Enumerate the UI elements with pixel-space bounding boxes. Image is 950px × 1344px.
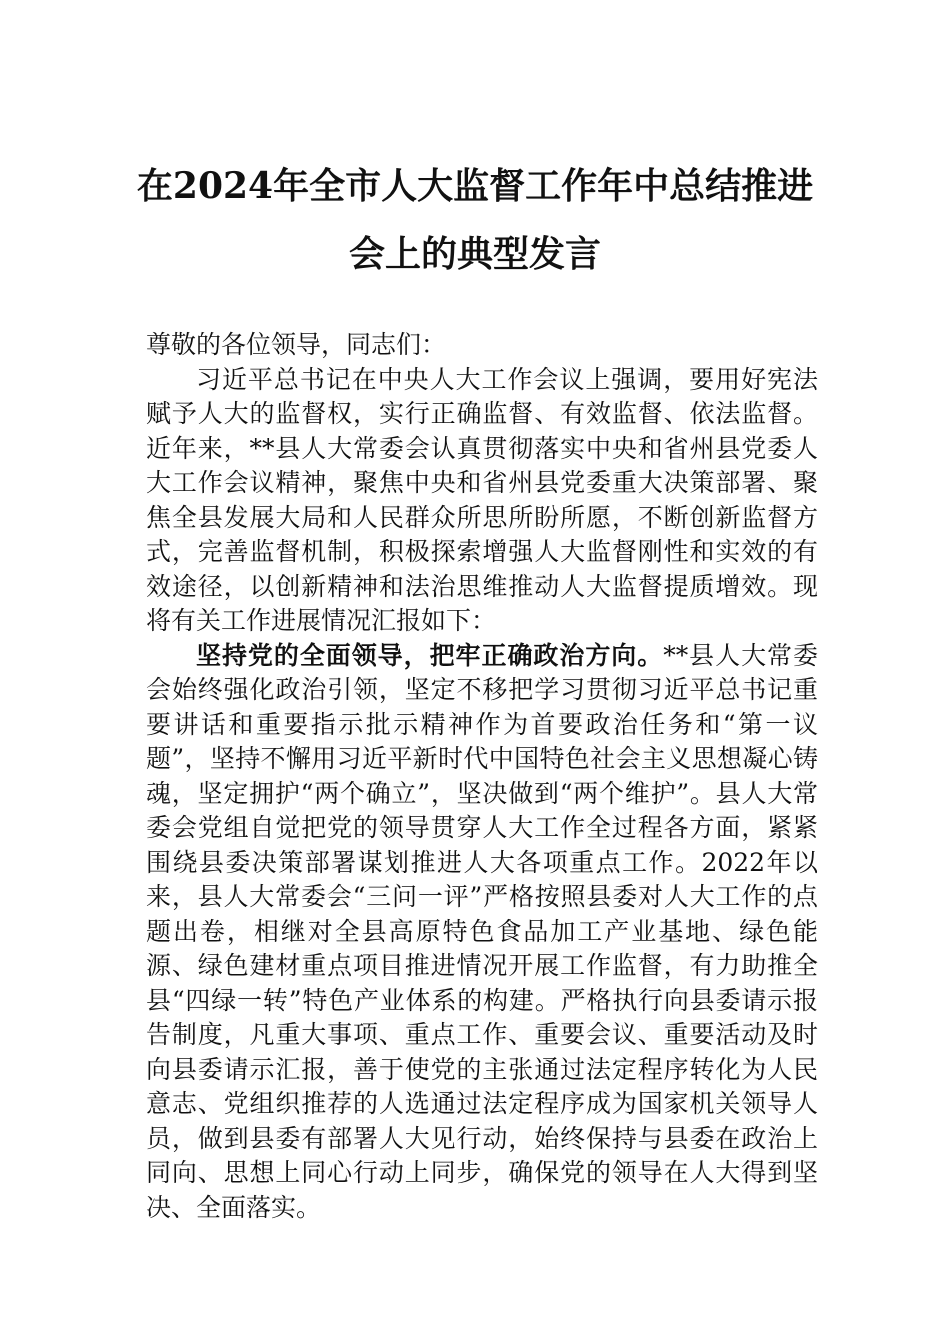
document-body bbox=[146, 328, 818, 1225]
document-title-line-2: 会上的典型发言 bbox=[348, 233, 601, 275]
paragraph-body: **县人大常委会始终强化政治引领，坚定不移把学习贯彻习近平总书记重要讲话和重要指示批示精神作为首要政治任务和“第一议题”，坚持不懈用习近平新时代中国特色社会主义思想凝心铸魂，坚定拥护“两个确立”，坚决做到“两个维护”。县人大常委会党组自觉把党的领导贯穿人大工作全过程各方面，紧紧围绕县委决策部署谋划推进人大各项重点工作。2022年以来，县人大常委会“三问一评”严格按照县委对人大工作的点题出卷，相继对全县高原特色食品加工产业基地、绿色能源、绿色建材重点项目推进情况开展工作监督，有力助推全县“四绿一转”特色产业体系的构建。严格执行向县委请示报告制度，凡重大事项、重点工作、重要会议、重要活动及时向县委请示汇报，善于使党的主张通过法定程序转化为人民意志、党组织推荐的人选通过法定程序成为国家机关领导人员，做到县委有部署人大见行动，始终保持与县委在政治上同向、思想上同心行动上同步，确保党的领导在人大得到坚决、全面落实。 bbox=[146, 640, 818, 1222]
paragraph-intro: 习近平总书记在中央人大工作会议上强调，要用好宪法赋予人大的监督权，实行正确监督、有效监督、依法监督。近年来，**县人大常委会认真贯彻落实中央和省州县党委人大工作会议精神，聚焦中央和省州县党委重大决策部署、聚焦全县发展大局和人民群众所思所盼所愿，不断创新监督方式，完善监督机制，积极探索增强人大监督刚性和实效的有效途径，以创新精神和法治思维推动人大监督提质增效。现将有关工作进展情况汇报如下： bbox=[146, 364, 818, 635]
paragraph-heading: 坚持党的全面领导，把牢正确政治方向。 bbox=[196, 640, 664, 670]
salutation: 尊敬的各位领导，同志们： bbox=[146, 330, 447, 359]
document-title-line-1: 在2024年全市人大监督工作年中总结推进 bbox=[136, 165, 814, 207]
paragraph-party-leadership bbox=[146, 639, 818, 1226]
